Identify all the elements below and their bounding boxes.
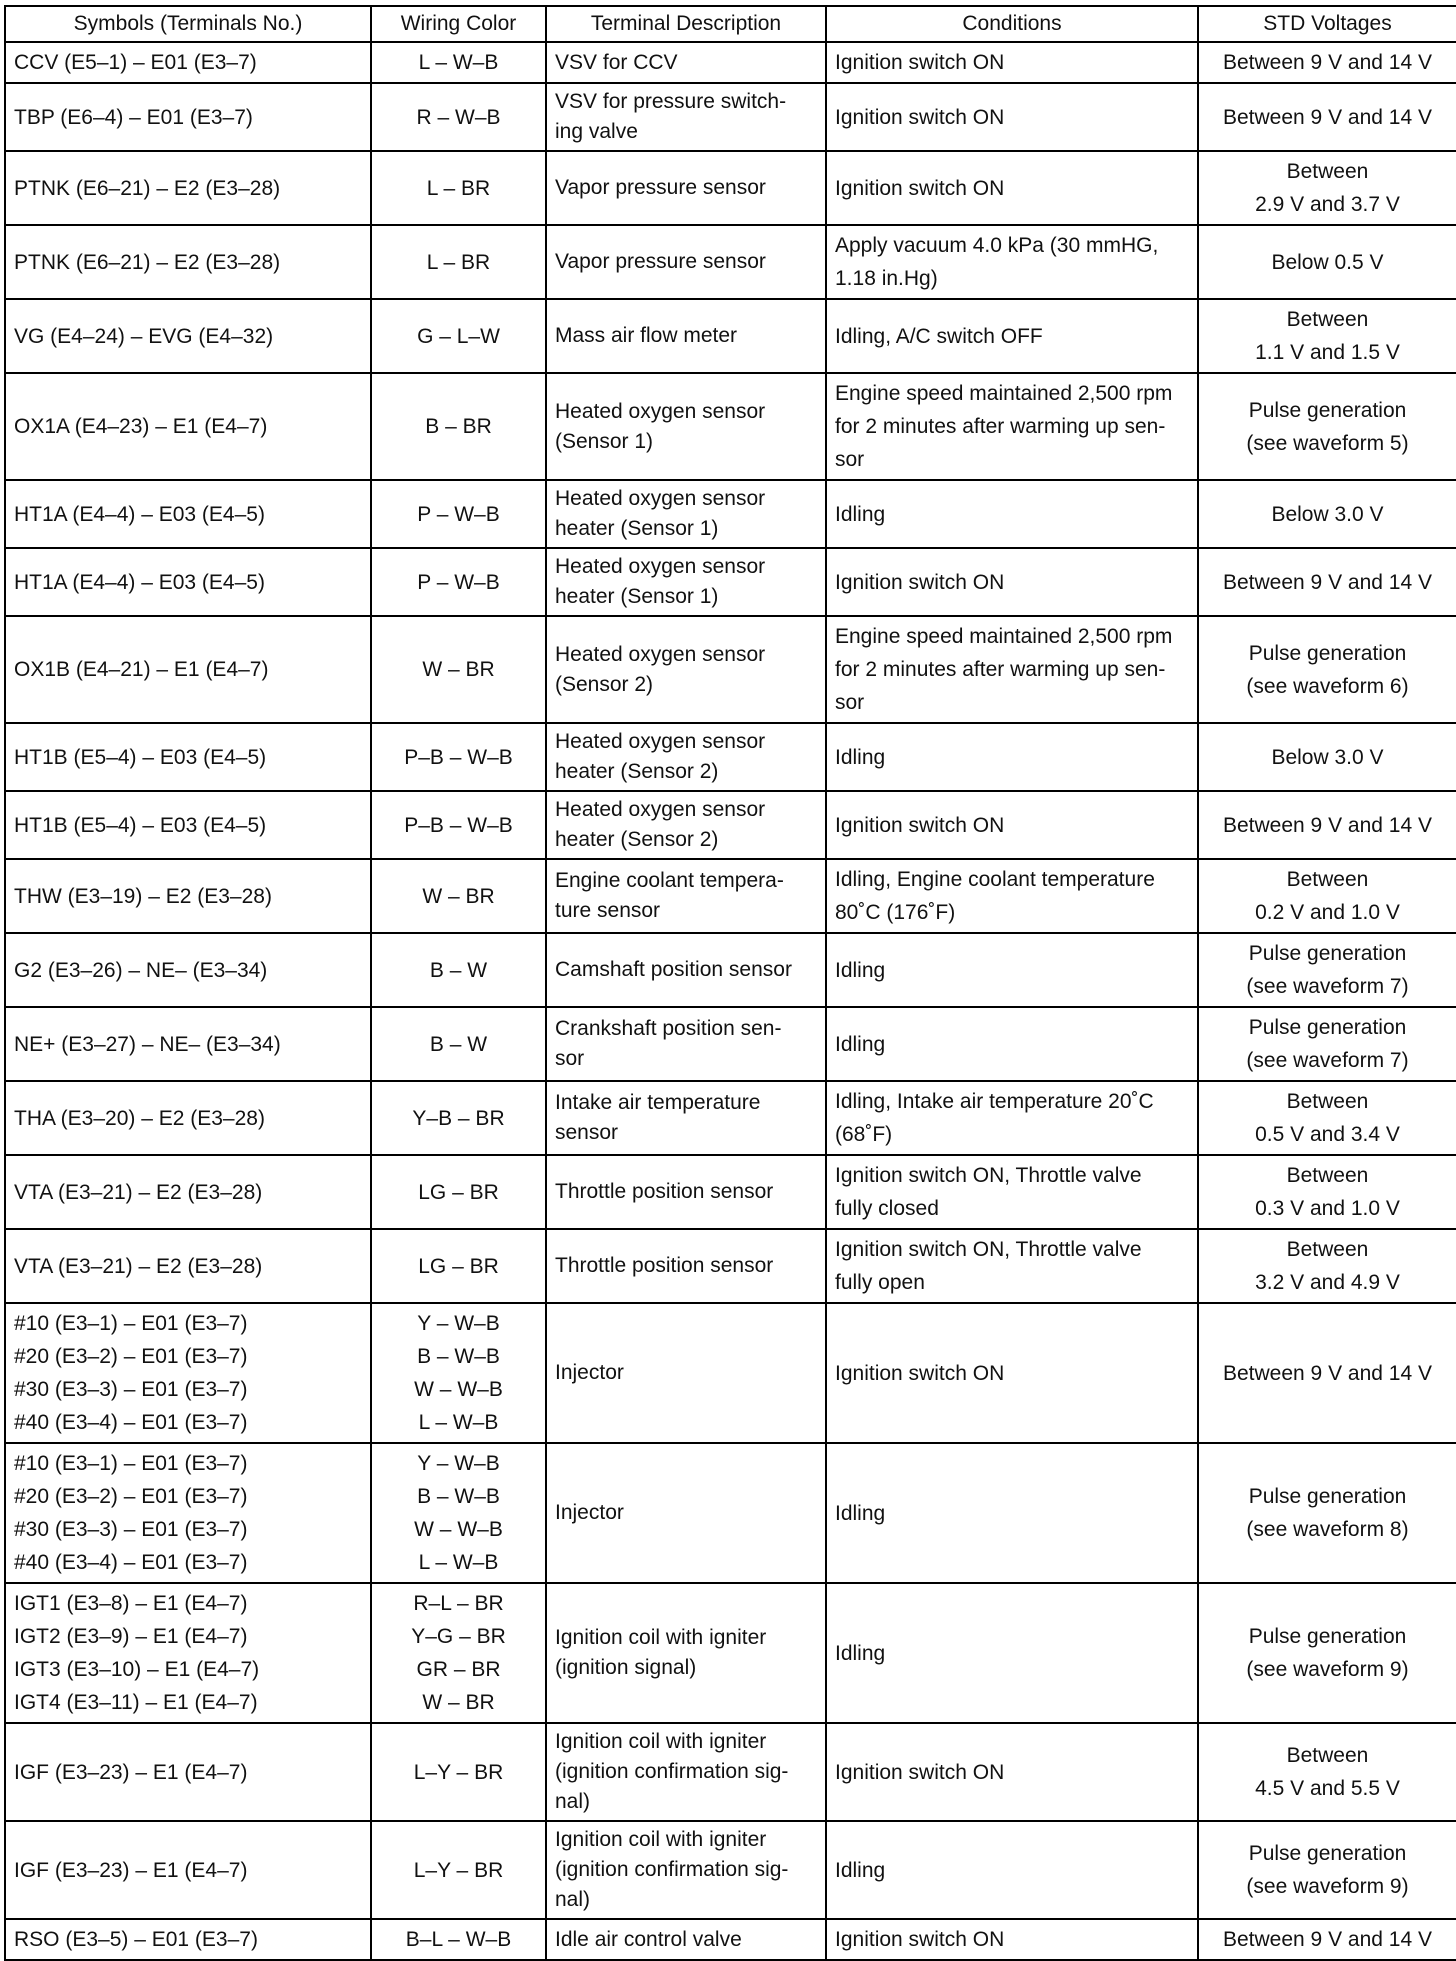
conditions-cell: Idling — [826, 933, 1198, 1007]
wiring-color-cell: B – W — [371, 1007, 546, 1081]
voltage-cell: Pulse generation (see waveform 5) — [1198, 373, 1456, 480]
wiring-color-cell: P–B – W–B — [371, 723, 546, 791]
wiring-color-cell: L–Y – BR — [371, 1821, 546, 1919]
description-cell: Throttle position sensor — [546, 1155, 826, 1229]
table-row — [5, 1081, 1456, 1155]
description-cell: Injector — [546, 1443, 826, 1583]
table-row — [5, 1583, 1456, 1723]
wiring-color-cell: B–L – W–B — [371, 1919, 546, 1960]
symbols-cell: CCV (E5–1) – E01 (E3–7) — [5, 42, 371, 83]
table-row — [5, 859, 1456, 933]
voltage-cell: Between 9 V and 14 V — [1198, 548, 1456, 616]
description-cell: Heated oxygen sensor heater (Sensor 2) — [546, 791, 826, 859]
symbols-cell: G2 (E3–26) – NE– (E3–34) — [5, 933, 371, 1007]
voltage-cell: Below 3.0 V — [1198, 723, 1456, 791]
conditions-cell: Ignition switch ON — [826, 42, 1198, 83]
symbols-cell: HT1B (E5–4) – E03 (E4–5) — [5, 723, 371, 791]
table-row — [5, 1919, 1456, 1960]
voltage-cell: Between 9 V and 14 V — [1198, 83, 1456, 151]
conditions-cell: Engine speed maintained 2,500 rpm for 2 minutes after warming up sen- sor — [826, 616, 1198, 723]
symbols-cell: VTA (E3–21) – E2 (E3–28) — [5, 1155, 371, 1229]
description-cell: Ignition coil with igniter (ignition confirmation sig- nal) — [546, 1821, 826, 1919]
wiring-color-cell: LG – BR — [371, 1155, 546, 1229]
description-cell: Crankshaft position sen- sor — [546, 1007, 826, 1081]
voltage-cell: Pulse generation (see waveform 7) — [1198, 1007, 1456, 1081]
conditions-cell: Ignition switch ON — [826, 151, 1198, 225]
conditions-cell: Idling, Engine coolant temperature 80˚C (176˚F) — [826, 859, 1198, 933]
wiring-color-cell: W – BR — [371, 616, 546, 723]
wiring-color-cell: W – BR — [371, 859, 546, 933]
header-conditions: Conditions — [826, 6, 1198, 42]
table-row — [5, 1723, 1456, 1821]
conditions-cell: Ignition switch ON, Throttle valve fully open — [826, 1229, 1198, 1303]
symbols-cell: OX1A (E4–23) – E1 (E4–7) — [5, 373, 371, 480]
table-row — [5, 42, 1456, 83]
description-cell: Ignition coil with igniter (ignition confirmation sig- nal) — [546, 1723, 826, 1821]
description-cell: Idle air control valve — [546, 1919, 826, 1960]
wiring-color-cell: P – W–B — [371, 548, 546, 616]
conditions-cell: Idling — [826, 1007, 1198, 1081]
symbols-cell: IGT1 (E3–8) – E1 (E4–7) IGT2 (E3–9) – E1 (E4–7) IGT3 (E3–10) – E1 (E4–7) IGT4 (E3–11) – E1 (E4–7) — [5, 1583, 371, 1723]
wiring-color-cell: LG – BR — [371, 1229, 546, 1303]
symbols-cell: IGF (E3–23) – E1 (E4–7) — [5, 1821, 371, 1919]
table-row — [5, 151, 1456, 225]
header-symbols: Symbols (Terminals No.) — [5, 6, 371, 42]
voltage-cell: Between 0.3 V and 1.0 V — [1198, 1155, 1456, 1229]
table-row — [5, 548, 1456, 616]
wiring-color-cell: L – W–B — [371, 42, 546, 83]
description-cell: Intake air temperature sensor — [546, 1081, 826, 1155]
wiring-color-cell: Y–B – BR — [371, 1081, 546, 1155]
description-cell: Heated oxygen sensor heater (Sensor 1) — [546, 480, 826, 548]
conditions-cell: Ignition switch ON, Throttle valve fully closed — [826, 1155, 1198, 1229]
table-row — [5, 1821, 1456, 1919]
symbols-cell: THA (E3–20) – E2 (E3–28) — [5, 1081, 371, 1155]
voltage-cell: Between 0.5 V and 3.4 V — [1198, 1081, 1456, 1155]
voltage-cell: Below 3.0 V — [1198, 480, 1456, 548]
table-row — [5, 791, 1456, 859]
table-row — [5, 83, 1456, 151]
voltage-cell: Pulse generation (see waveform 9) — [1198, 1821, 1456, 1919]
symbols-cell: VTA (E3–21) – E2 (E3–28) — [5, 1229, 371, 1303]
description-cell: Heated oxygen sensor heater (Sensor 1) — [546, 548, 826, 616]
description-cell: Vapor pressure sensor — [546, 225, 826, 299]
voltage-cell: Pulse generation (see waveform 6) — [1198, 616, 1456, 723]
header-wiring-color: Wiring Color — [371, 6, 546, 42]
conditions-cell: Ignition switch ON — [826, 548, 1198, 616]
voltage-cell: Between 9 V and 14 V — [1198, 1919, 1456, 1960]
table-row — [5, 1303, 1456, 1443]
conditions-cell: Engine speed maintained 2,500 rpm for 2 minutes after warming up sen- sor — [826, 373, 1198, 480]
table-row — [5, 1155, 1456, 1229]
description-cell: Heated oxygen sensor heater (Sensor 2) — [546, 723, 826, 791]
wiring-color-cell: R – W–B — [371, 83, 546, 151]
wiring-color-cell: L – BR — [371, 225, 546, 299]
table-row — [5, 723, 1456, 791]
voltage-cell: Between 9 V and 14 V — [1198, 1303, 1456, 1443]
table-row — [5, 1229, 1456, 1303]
conditions-cell: Apply vacuum 4.0 kPa (30 mmHG, 1.18 in.Hg) — [826, 225, 1198, 299]
header-row — [5, 6, 1456, 42]
terminal-voltage-table — [4, 5, 1456, 1961]
conditions-cell: Idling, Intake air temperature 20˚C (68˚F) — [826, 1081, 1198, 1155]
voltage-cell: Below 0.5 V — [1198, 225, 1456, 299]
description-cell: Throttle position sensor — [546, 1229, 826, 1303]
description-cell: Heated oxygen sensor (Sensor 2) — [546, 616, 826, 723]
voltage-cell: Pulse generation (see waveform 7) — [1198, 933, 1456, 1007]
table-row — [5, 933, 1456, 1007]
header-std-voltages: STD Voltages — [1198, 6, 1456, 42]
description-cell: Camshaft position sensor — [546, 933, 826, 1007]
description-cell: Mass air flow meter — [546, 299, 826, 373]
table-row — [5, 616, 1456, 723]
wiring-color-cell: P–B – W–B — [371, 791, 546, 859]
symbols-cell: TBP (E6–4) – E01 (E3–7) — [5, 83, 371, 151]
voltage-cell: Between 9 V and 14 V — [1198, 42, 1456, 83]
symbols-cell: HT1A (E4–4) – E03 (E4–5) — [5, 480, 371, 548]
conditions-cell: Ignition switch ON — [826, 1723, 1198, 1821]
wiring-color-cell: P – W–B — [371, 480, 546, 548]
description-cell: VSV for CCV — [546, 42, 826, 83]
table-row — [5, 373, 1456, 480]
table-row — [5, 225, 1456, 299]
description-cell: Engine coolant tempera- ture sensor — [546, 859, 826, 933]
conditions-cell: Ignition switch ON — [826, 791, 1198, 859]
voltage-cell: Between 2.9 V and 3.7 V — [1198, 151, 1456, 225]
voltage-cell: Between 1.1 V and 1.5 V — [1198, 299, 1456, 373]
wiring-color-cell: B – W — [371, 933, 546, 1007]
description-cell: Vapor pressure sensor — [546, 151, 826, 225]
table-row — [5, 480, 1456, 548]
voltage-cell: Between 0.2 V and 1.0 V — [1198, 859, 1456, 933]
symbols-cell: OX1B (E4–21) – E1 (E4–7) — [5, 616, 371, 723]
symbols-cell: VG (E4–24) – EVG (E4–32) — [5, 299, 371, 373]
conditions-cell: Ignition switch ON — [826, 1919, 1198, 1960]
conditions-cell: Ignition switch ON — [826, 83, 1198, 151]
symbols-cell: PTNK (E6–21) – E2 (E3–28) — [5, 225, 371, 299]
symbols-cell: THW (E3–19) – E2 (E3–28) — [5, 859, 371, 933]
voltage-cell: Between 9 V and 14 V — [1198, 791, 1456, 859]
header-terminal-description: Terminal Description — [546, 6, 826, 42]
wiring-color-cell: G – L–W — [371, 299, 546, 373]
conditions-cell: Idling — [826, 1821, 1198, 1919]
table-row — [5, 1007, 1456, 1081]
wiring-color-cell: R–L – BR Y–G – BR GR – BR W – BR — [371, 1583, 546, 1723]
conditions-cell: Ignition switch ON — [826, 1303, 1198, 1443]
wiring-color-cell: Y – W–B B – W–B W – W–B L – W–B — [371, 1443, 546, 1583]
symbols-cell: #10 (E3–1) – E01 (E3–7) #20 (E3–2) – E01 (E3–7) #30 (E3–3) – E01 (E3–7) #40 (E3–4) – E01 (E3–7) — [5, 1303, 371, 1443]
description-cell: Ignition coil with igniter (ignition signal) — [546, 1583, 826, 1723]
wiring-color-cell: L – BR — [371, 151, 546, 225]
symbols-cell: RSO (E3–5) – E01 (E3–7) — [5, 1919, 371, 1960]
conditions-cell: Idling — [826, 480, 1198, 548]
description-cell: VSV for pressure switch- ing valve — [546, 83, 826, 151]
symbols-cell: #10 (E3–1) – E01 (E3–7) #20 (E3–2) – E01 (E3–7) #30 (E3–3) – E01 (E3–7) #40 (E3–4) – E01 (E3–7) — [5, 1443, 371, 1583]
symbols-cell: NE+ (E3–27) – NE– (E3–34) — [5, 1007, 371, 1081]
voltage-cell: Between 3.2 V and 4.9 V — [1198, 1229, 1456, 1303]
description-cell: Heated oxygen sensor (Sensor 1) — [546, 373, 826, 480]
symbols-cell: IGF (E3–23) – E1 (E4–7) — [5, 1723, 371, 1821]
conditions-cell: Idling — [826, 1443, 1198, 1583]
conditions-cell: Idling, A/C switch OFF — [826, 299, 1198, 373]
conditions-cell: Idling — [826, 723, 1198, 791]
conditions-cell: Idling — [826, 1583, 1198, 1723]
wiring-color-cell: Y – W–B B – W–B W – W–B L – W–B — [371, 1303, 546, 1443]
wiring-color-cell: B – BR — [371, 373, 546, 480]
description-cell: Injector — [546, 1303, 826, 1443]
table-row — [5, 299, 1456, 373]
voltage-cell: Between 4.5 V and 5.5 V — [1198, 1723, 1456, 1821]
symbols-cell: HT1B (E5–4) – E03 (E4–5) — [5, 791, 371, 859]
voltage-cell: Pulse generation (see waveform 9) — [1198, 1583, 1456, 1723]
table-row — [5, 1443, 1456, 1583]
symbols-cell: HT1A (E4–4) – E03 (E4–5) — [5, 548, 371, 616]
wiring-color-cell: L–Y – BR — [371, 1723, 546, 1821]
symbols-cell: PTNK (E6–21) – E2 (E3–28) — [5, 151, 371, 225]
voltage-cell: Pulse generation (see waveform 8) — [1198, 1443, 1456, 1583]
